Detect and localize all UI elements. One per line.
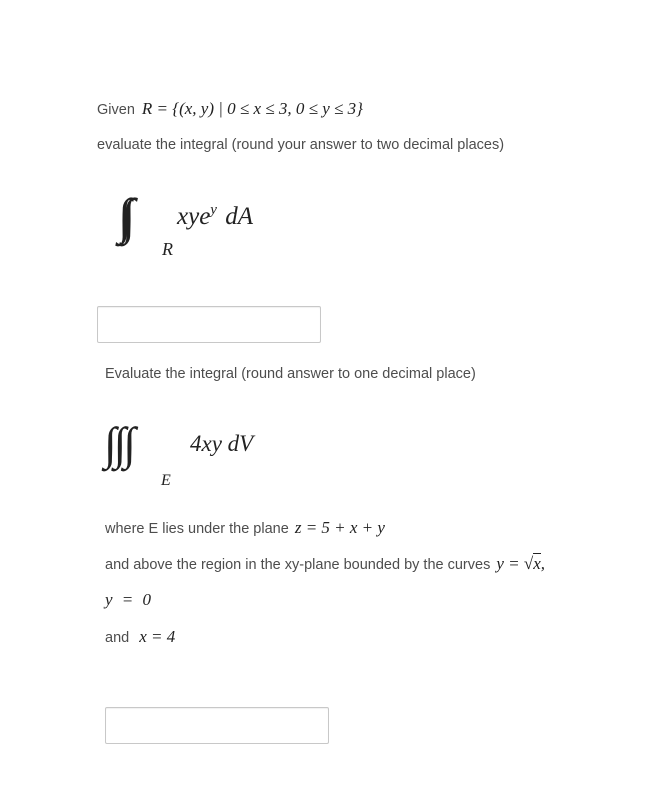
q2-integral <box>104 416 304 496</box>
plane-line <box>105 518 385 538</box>
triple-integral-sign: ∫∫∫ <box>104 418 133 469</box>
q1-integrand <box>177 202 253 231</box>
curve1-lhs: y = <box>496 554 524 573</box>
given-line <box>97 99 363 119</box>
plane-text: where E lies under the plane <box>105 521 289 537</box>
q2-region-subscript: E <box>161 472 171 489</box>
curve3: x = 4 <box>139 627 176 646</box>
sqrt-icon: √ <box>523 554 534 573</box>
q2-instruction: Evaluate the integral (round answer to one decimal place) <box>105 366 476 382</box>
curve1-radicand: x <box>533 554 541 573</box>
curve3-line <box>105 627 175 647</box>
curve-sqrt <box>496 554 545 573</box>
plane-equation: z = 5 + x + y <box>294 518 385 537</box>
region-text: and above the region in the xy-plane bounded by the curves <box>105 557 491 573</box>
set-definition: R = {(x, y) | 0 ≤ x ≤ 3, 0 ≤ y ≤ 3} <box>141 99 363 118</box>
given-label: Given <box>97 102 135 118</box>
q2-integrand: 4xy dV <box>190 431 254 456</box>
q1-differential: dA <box>225 203 253 230</box>
q1-instruction: evaluate the integral (round your answer to two decimal places) <box>97 137 505 153</box>
q2-answer-input[interactable] <box>105 707 329 744</box>
region-line <box>105 554 545 574</box>
q1-integral <box>118 186 318 266</box>
q1-region-subscript: R <box>162 239 173 259</box>
curve3-word: and <box>105 630 130 646</box>
q1-integrand-base: xye <box>177 203 211 230</box>
q1-answer-input[interactable] <box>97 306 321 343</box>
double-integral-sign: ∫∫ <box>118 188 126 244</box>
q1-exponent: y <box>210 202 217 218</box>
curve2: y = 0 <box>105 590 152 609</box>
curve1-tail: , <box>540 554 546 573</box>
